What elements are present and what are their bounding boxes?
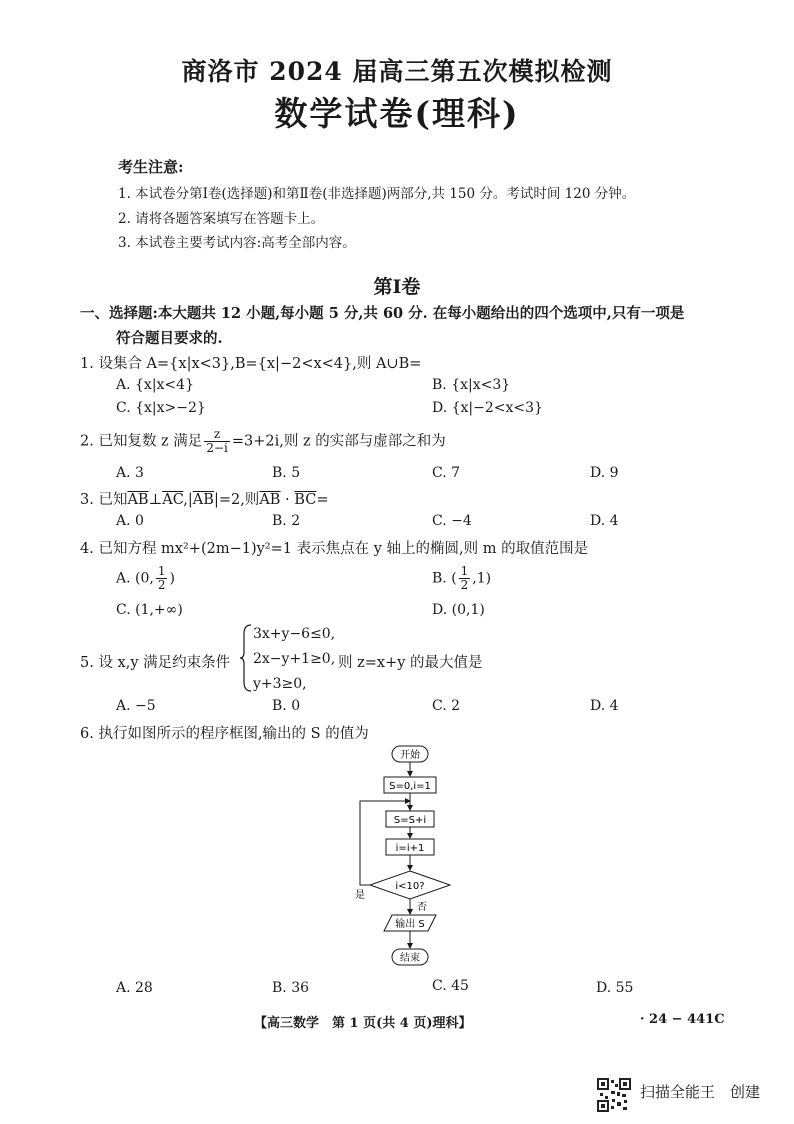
flow-init-text: S=0,i=1	[389, 781, 431, 792]
q3-vector-ac: $\overline{AC}$	[162, 492, 184, 508]
question-1-stem: 1. 设集合 A={x|x<3},B={x|−2<x<4},则 A∪B=	[80, 356, 422, 372]
q2-stem-pre: 2. 已知复数 z 满足	[80, 433, 203, 450]
q5-constraint-2: 2x−y+1≥0,	[253, 651, 336, 667]
section-instruction-line2: 符合题目要求的.	[116, 330, 223, 347]
q5-constraint-3: y+3≥0,	[253, 676, 307, 692]
q4-b-den: 2	[460, 578, 469, 592]
notice-item-1: 1. 本试卷分第Ⅰ卷(选择题)和第Ⅱ卷(非选择题)两部分,共 150 分。考试时间 120 分钟。	[118, 186, 636, 202]
q5-constraint-1: 3x+y−6≤0,	[253, 626, 336, 642]
q4-a-post: )	[169, 570, 175, 587]
flow-output-text: 输出 S	[395, 919, 425, 930]
page-footer: 【高三数学 第 1 页(共 4 页)理科】	[254, 1016, 472, 1031]
part-title: 第Ⅰ卷	[373, 276, 421, 298]
q3-option-c: C. −4	[432, 513, 472, 529]
exam-title-line2: 数学试卷(理科)	[274, 94, 520, 133]
q6-option-c: C. 45	[432, 978, 469, 994]
q2-option-a: A. 3	[116, 465, 144, 481]
q4-option-d: D. (0,1)	[432, 602, 485, 618]
q3-vector-ab-3: $\overline{AB}$	[259, 492, 281, 508]
q1-option-b: B. {x|x<3}	[432, 377, 511, 393]
question-3-stem	[80, 488, 328, 509]
q6-option-d: D. 55	[596, 980, 634, 996]
flowchart	[340, 742, 470, 972]
q5-stem-pre: 5. 设 x,y 满足约束条件	[80, 655, 231, 671]
q3-vector-bc: $\overline{BC}$	[294, 492, 317, 508]
q5-stem-post: 则 z=x+y 的最大值是	[338, 655, 483, 671]
flow-no-label: 否	[417, 902, 427, 913]
q1-option-a: A. {x|x<4}	[116, 377, 194, 393]
notice-heading: 考生注意:	[118, 158, 184, 176]
q5-left-brace	[240, 624, 252, 692]
q4-b-num: 1	[460, 564, 469, 578]
scanner-watermark: 扫描全能王 创建	[640, 1083, 761, 1101]
q3-option-b: B. 2	[272, 513, 301, 529]
question-2-stem	[80, 428, 446, 455]
q2-stem-post: =3+2i,则 z 的实部与虚部之和为	[231, 433, 446, 450]
q6-option-b: B. 36	[272, 980, 310, 996]
flow-yes-label: 是	[355, 890, 365, 901]
q6-option-a: A. 28	[116, 980, 153, 996]
q4-a-num: 1	[157, 564, 166, 578]
q3-vector-ab-2: $\overline{AB}$	[192, 492, 214, 508]
q3-part-6: |=2,则	[213, 492, 260, 508]
q5-option-a: A. −5	[116, 698, 156, 714]
q3-option-d: D. 4	[590, 513, 619, 529]
q1-option-d: D. {x|−2<x<3}	[432, 400, 543, 416]
q4-b-post: ,1)	[472, 570, 492, 587]
qr-code-icon	[597, 1078, 631, 1112]
q4-option-b	[432, 565, 491, 592]
flow-start-text: 开始	[400, 750, 420, 761]
q2-option-d: D. 9	[590, 465, 619, 481]
q3-vector-ab: $\overline{AB}$	[127, 492, 149, 508]
q5-option-d: D. 4	[590, 698, 619, 714]
q5-option-c: C. 2	[432, 698, 461, 714]
q4-a-fraction	[156, 565, 168, 592]
q2-option-b: B. 5	[272, 465, 301, 481]
q3-part-4: ,|	[183, 492, 193, 508]
exam-title-line1: 商洛市 2024 届高三第五次模拟检测	[181, 57, 613, 86]
q4-b-fraction	[459, 565, 471, 592]
question-6-stem: 6. 执行如图所示的程序框图,输出的 S 的值为	[80, 726, 369, 742]
q1-option-c: C. {x|x>−2}	[116, 400, 206, 416]
q4-a-den: 2	[157, 578, 166, 592]
flow-step2-text: i=i+1	[395, 843, 425, 854]
q4-option-a	[116, 565, 175, 592]
q2-frac-den: 2−i	[206, 441, 228, 455]
q4-a-pre: A. (0,	[116, 570, 154, 587]
flow-step1-text: S=S+i	[393, 815, 427, 826]
q3-part-0: 3. 已知	[80, 492, 128, 508]
q3-part-2: ⊥	[148, 492, 163, 508]
q2-fraction	[204, 428, 230, 455]
q4-option-c: C. (1,+∞)	[116, 602, 183, 618]
section-instruction-line1: 一、选择题:本大题共 12 小题,每小题 5 分,共 60 分. 在每小题给出的四个选项中,只有一项是	[80, 305, 685, 322]
q4-b-pre: B. (	[432, 570, 457, 587]
question-4-stem: 4. 已知方程 mx²+(2m−1)y²=1 表示焦点在 y 轴上的椭圆,则 m 的取值范围是	[80, 541, 589, 557]
q3-part-10: =	[316, 492, 329, 508]
q3-part-8: ·	[280, 492, 295, 508]
q2-frac-num: z	[204, 428, 230, 442]
exam-code: · 24 − 441C	[640, 1012, 725, 1027]
notice-item-2: 2. 请将各题答案填写在答题卡上。	[118, 211, 325, 227]
notice-item-3: 3. 本试卷主要考试内容:高考全部内容。	[118, 235, 356, 251]
q3-option-a: A. 0	[116, 513, 144, 529]
q5-option-b: B. 0	[272, 698, 301, 714]
q2-option-c: C. 7	[432, 465, 461, 481]
flow-decision-text: i<10?	[395, 881, 425, 892]
flow-end-text: 结束	[400, 953, 420, 964]
